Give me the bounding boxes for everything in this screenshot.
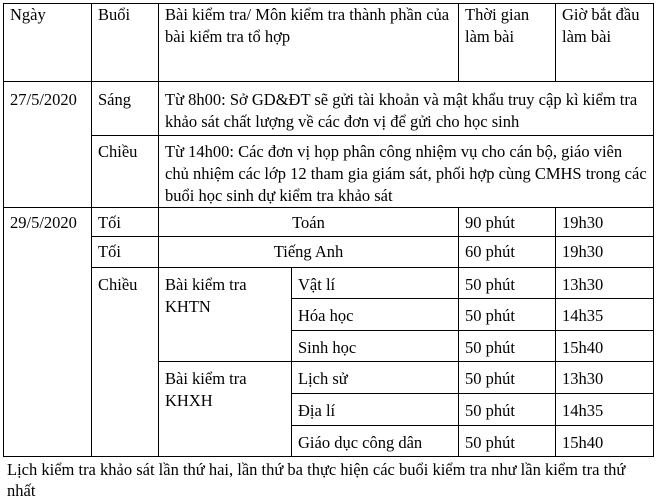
start-time-cell: 19h30: [556, 208, 654, 237]
table-row: [4, 268, 654, 299]
header-subject: Bài kiểm tra/ Môn kiểm tra thành phần của bài kiểm tra tổ hợp: [159, 4, 459, 82]
subject-cell: Vật lí: [292, 268, 459, 299]
duration-cell: 50 phút: [459, 299, 556, 331]
header-row: [4, 4, 654, 82]
start-time-cell: 15h40: [556, 331, 654, 362]
activity-cell: Từ 14h00: Các đơn vị họp phân công nhiệm vụ cho cán bộ, giáo viên chủ nhiệm các lớp 12 tham gia giám sát, phối hợp cùng CMHS trong các buổi học sinh dự kiểm tra khảo sát: [159, 136, 654, 208]
session-cell: Chiều: [92, 136, 159, 208]
subject-cell: Hóa học: [292, 299, 459, 331]
header-start-time: Giờ bắt đầu làm bài: [556, 4, 654, 82]
header-date: Ngày: [4, 4, 92, 82]
start-time-cell: 15h40: [556, 426, 654, 457]
table-row: [4, 136, 654, 208]
group-cell: Bài kiểm tra KHXH: [159, 362, 292, 457]
duration-cell: 50 phút: [459, 426, 556, 457]
subject-cell: Tiếng Anh: [159, 237, 459, 268]
header-duration: Thời gian làm bài: [459, 4, 556, 82]
table-row: [4, 208, 654, 237]
date-cell: 29/5/2020: [4, 208, 92, 457]
start-time-cell: 14h35: [556, 299, 654, 331]
header-session: Buổi: [92, 4, 159, 82]
session-cell: Tối: [92, 208, 159, 237]
session-cell: Chiều: [92, 268, 159, 457]
subject-cell: Lịch sử: [292, 362, 459, 394]
table-row: [4, 82, 654, 136]
subject-cell: Địa lí: [292, 394, 459, 426]
session-cell: Sáng: [92, 82, 159, 136]
footnote: Lịch kiểm tra khảo sát lần thứ hai, lần thứ ba thực hiện các buổi kiểm tra như lần kiểm tra thứ nhất: [7, 460, 626, 500]
duration-cell: 50 phút: [459, 394, 556, 426]
group-cell: Bài kiểm tra KHTN: [159, 268, 292, 362]
subject-cell: Toán: [159, 208, 459, 237]
subject-cell: Sinh học: [292, 331, 459, 362]
duration-cell: 50 phút: [459, 362, 556, 394]
start-time-cell: 13h30: [556, 362, 654, 394]
schedule-table: [3, 3, 654, 457]
duration-cell: 60 phút: [459, 237, 556, 268]
start-time-cell: 13h30: [556, 268, 654, 299]
activity-cell: Từ 8h00: Sở GD&ĐT sẽ gửi tài khoản và mật khẩu truy cập kì kiểm tra khảo sát chất lượng về các đơn vị để gửi cho học sinh: [159, 82, 654, 136]
duration-cell: 50 phút: [459, 331, 556, 362]
date-cell: 27/5/2020: [4, 82, 92, 208]
session-cell: Tối: [92, 237, 159, 268]
subject-cell: Giáo dục công dân: [292, 426, 459, 457]
duration-cell: 50 phút: [459, 268, 556, 299]
start-time-cell: 19h30: [556, 237, 654, 268]
start-time-cell: 14h35: [556, 394, 654, 426]
table-row: [4, 237, 654, 268]
duration-cell: 90 phút: [459, 208, 556, 237]
